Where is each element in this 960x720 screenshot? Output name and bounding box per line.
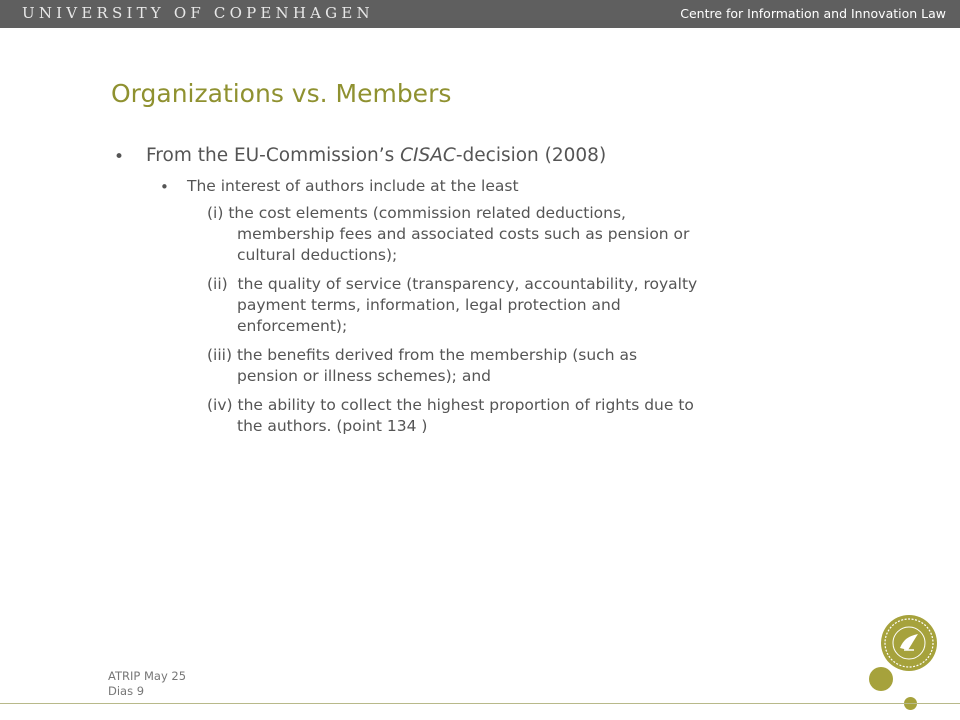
item-line: pension or illness schemes); and — [237, 367, 491, 385]
item-line: cultural deductions); — [237, 246, 398, 264]
decorative-dot-large — [869, 667, 893, 691]
university-name: UNIVERSITY OF COPENHAGEN — [22, 4, 374, 22]
university-seal-icon — [880, 614, 938, 672]
slide-title: Organizations vs. Members — [111, 79, 452, 108]
item-line: payment terms, information, legal protection and — [237, 296, 621, 314]
level1-bullet-text — [146, 145, 606, 166]
footer-slide-number: Dias 9 — [108, 684, 145, 698]
list-item — [207, 203, 817, 266]
footer-event: ATRIP May 25 — [108, 669, 187, 683]
bullet-icon: • — [160, 178, 169, 196]
item-line: (iv) the ability to collect the highest proportion of rights due to — [207, 396, 694, 414]
level2-bullet-text: The interest of authors include at the least — [187, 177, 519, 195]
bullet-icon: • — [114, 147, 125, 167]
header-bar — [0, 0, 960, 28]
level1-suffix: -decision (2008) — [455, 145, 607, 166]
footer-divider — [0, 703, 960, 704]
item-line: (ii) the quality of service (transparency, accountability, royalty — [207, 275, 698, 293]
list-item — [207, 395, 817, 437]
level1-prefix: From the EU-Commission’s — [146, 145, 401, 166]
item-line: the authors. (point 134 ) — [237, 417, 428, 435]
level1-italic: CISAC — [400, 145, 456, 166]
item-line: membership fees and associated costs such as pension or — [237, 225, 690, 243]
centre-name: Centre for Information and Innovation Law — [680, 6, 946, 21]
list-item — [207, 274, 817, 337]
item-line: (iii) the benefits derived from the membership (such as — [207, 346, 638, 364]
footer-info — [108, 669, 186, 699]
list-item — [207, 345, 817, 387]
item-line: enforcement); — [237, 317, 348, 335]
item-line: (i) the cost elements (commission related deductions, — [207, 204, 626, 222]
